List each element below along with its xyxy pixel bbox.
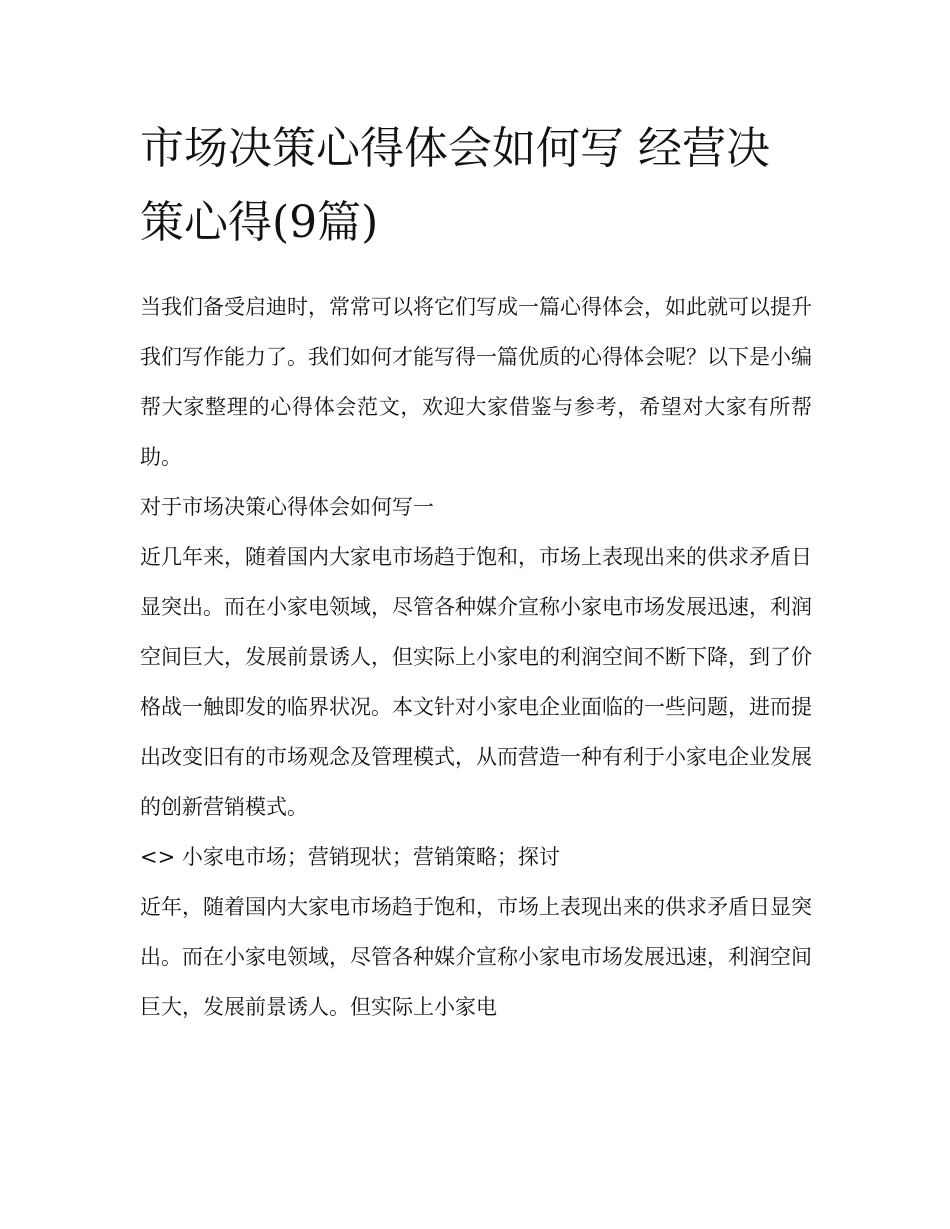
document-title: 市场决策心得体会如何写 经营决策心得(9篇) [140,123,770,248]
body-paragraph: 近年，随着国内大家电市场趋于饱和，市场上表现出来的供求矛盾日显突出。而在小家电领域，尽管各种媒介宣称小家电市场发展迅速，利润空间巨大，发展前景诱人。但实际上小家电 [140,895,812,1019]
keywords-line: <> 小家电市场；营销现状；营销策略；探讨 [140,845,560,869]
document-body [140,112,812,1032]
body-paragraph: 近几年来，随着国内大家电市场趋于饱和，市场上表现出来的供求矛盾日显突出。而在小家电领域，尽管各种媒介宣称小家电市场发展迅速，利润空间巨大，发展前景诱人，但实际上小家电的利润空间不断下降，到了价格战一触即发的临界状况。本文针对小家电企业面临的一些问题，进而提出改变旧有的市场观念及管理模式，从而营造一种有利于小家电企业发展的创新营销模式。 [140,545,812,819]
section-heading: 对于市场决策心得体会如何写一 [140,495,434,519]
intro-paragraph: 当我们备受启迪时，常常可以将它们写成一篇心得体会，如此就可以提升我们写作能力了。我们如何才能写得一篇优质的心得体会呢？以下是小编帮大家整理的心得体会范文，欢迎大家借鉴与参考，希望对大家有所帮助。 [140,295,812,469]
